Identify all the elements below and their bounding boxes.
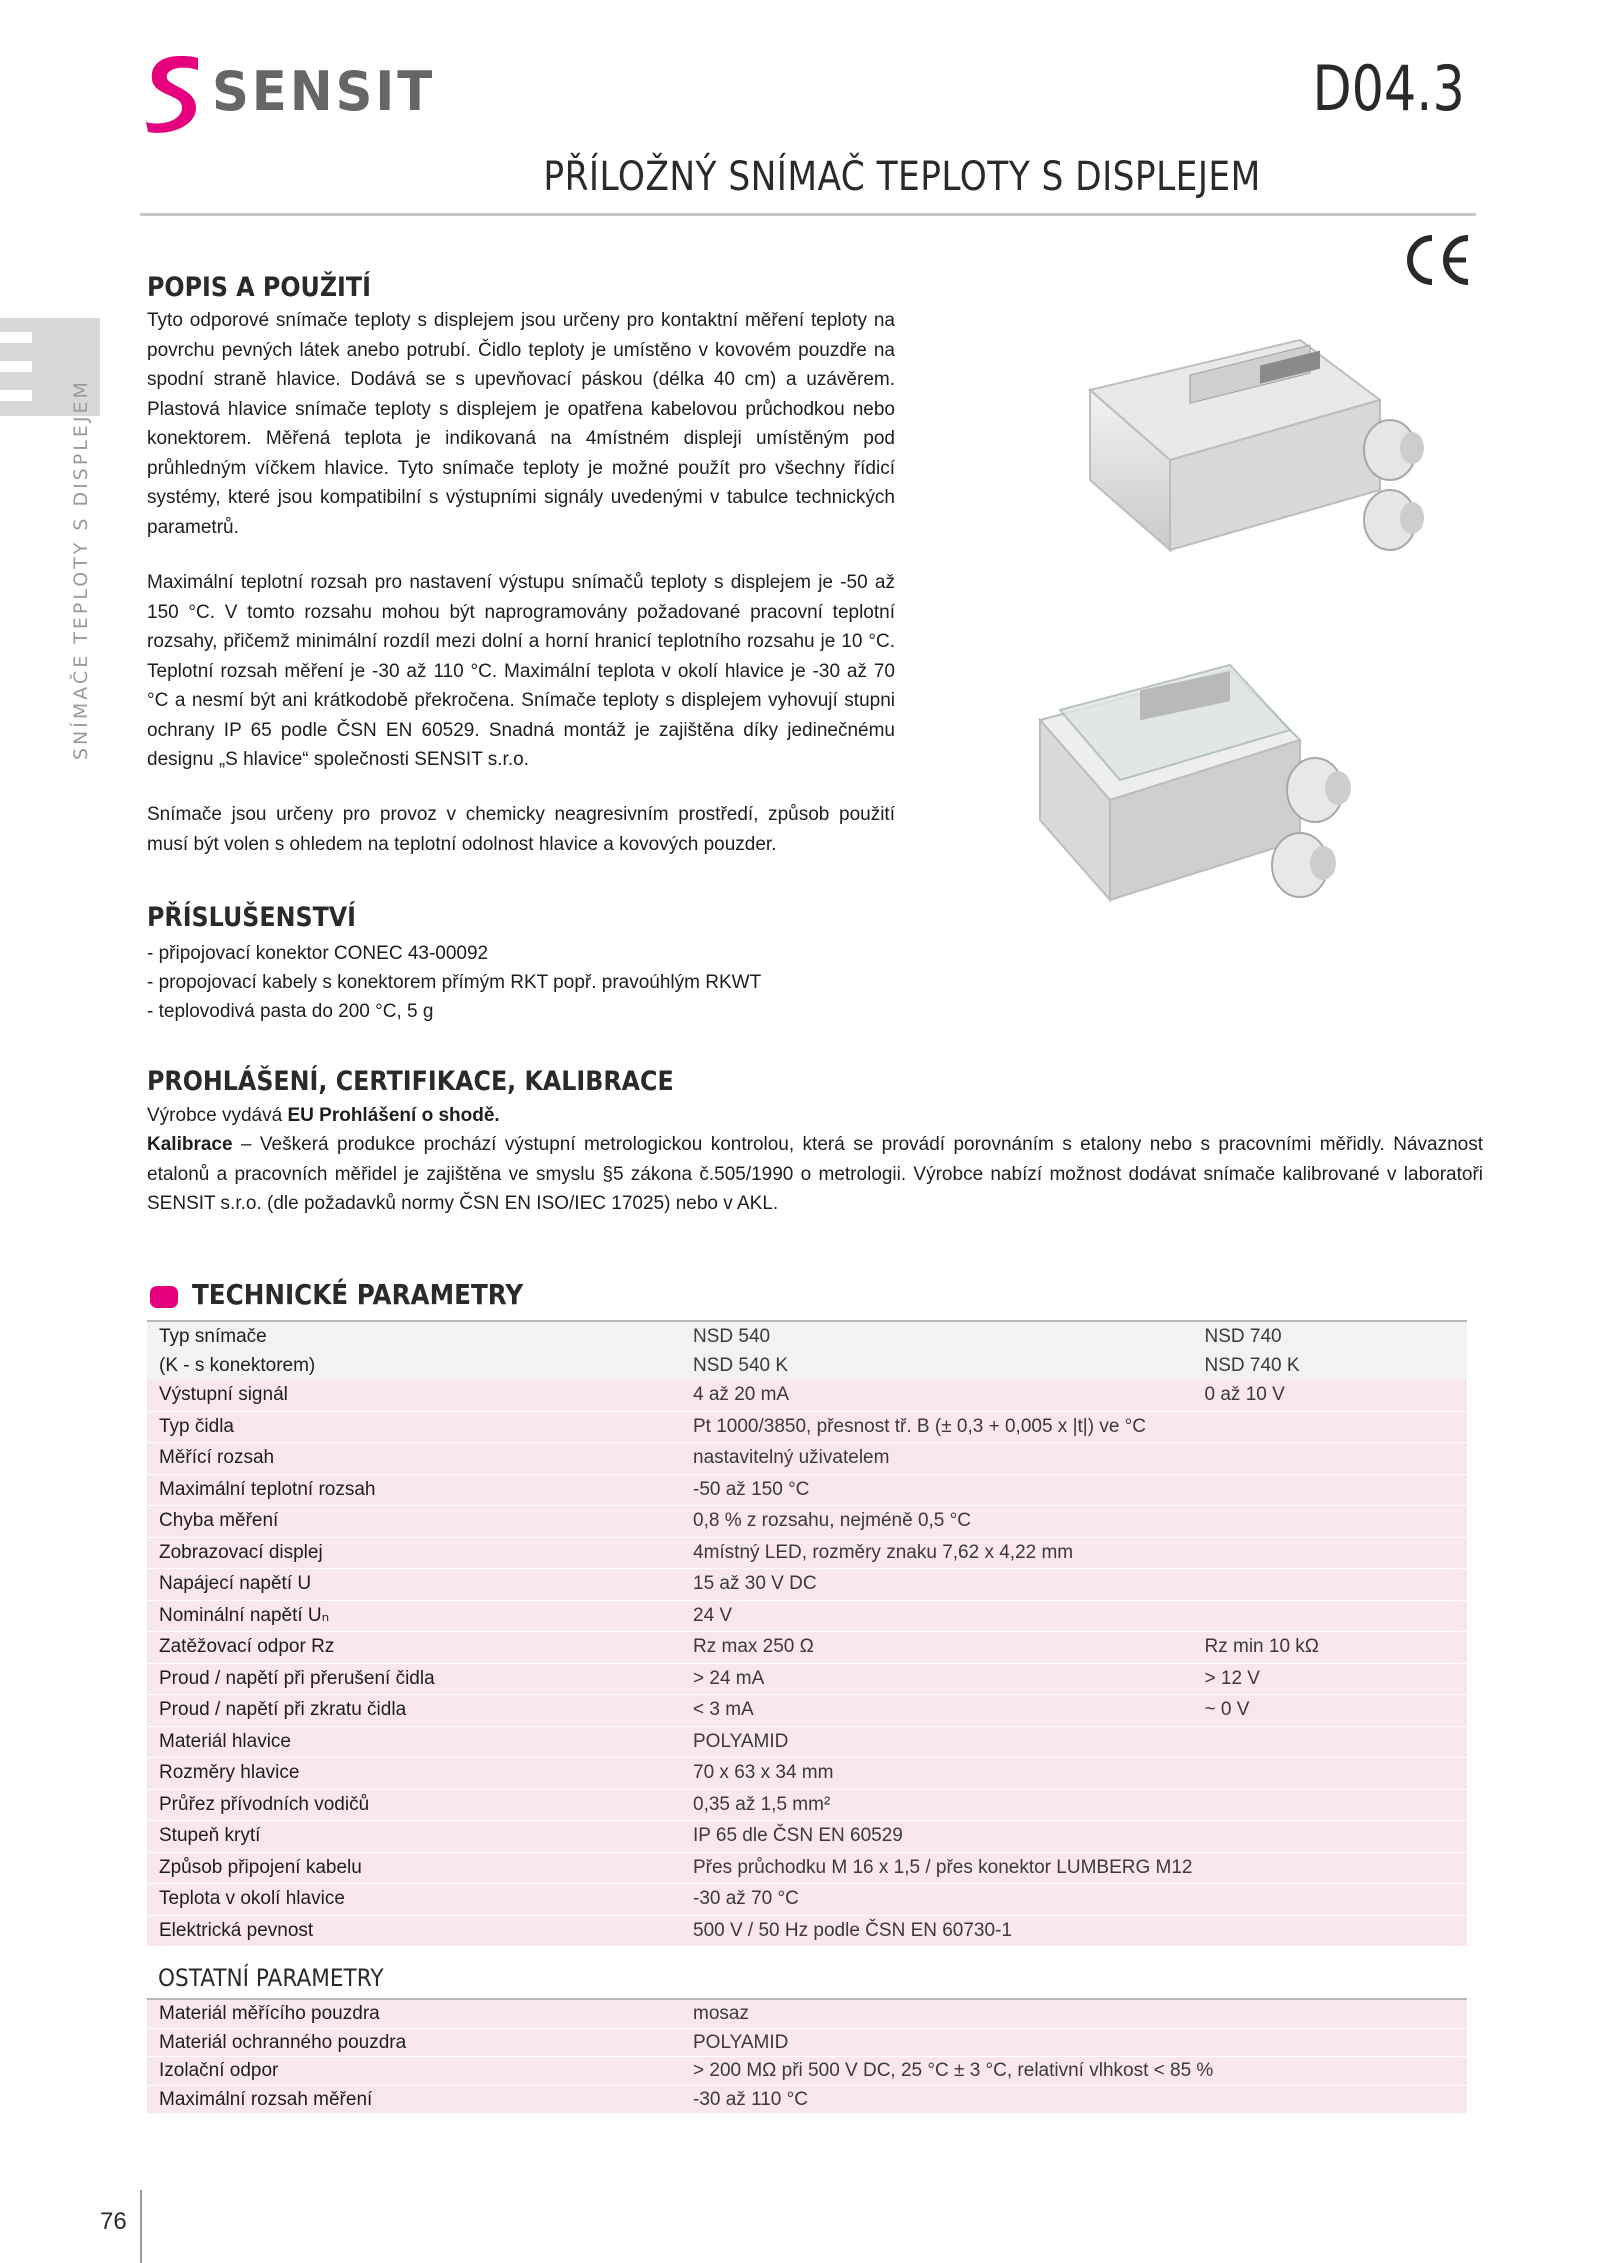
value-nsd740-cell bbox=[1193, 1600, 1468, 1632]
parameter-name-cell: Způsob připojení kabelu bbox=[147, 1852, 681, 1884]
title-divider bbox=[140, 213, 1476, 216]
parameter-name-cell: Výstupní signál bbox=[147, 1380, 681, 1411]
parameter-name-cell: Proud / napětí při přerušení čidla bbox=[147, 1663, 681, 1695]
value-nsd540-cell: -30 až 70 °C bbox=[681, 1884, 1193, 1916]
value-nsd540-cell: 24 V bbox=[681, 1600, 1193, 1632]
value-nsd740-cell: > 12 V bbox=[1193, 1663, 1468, 1695]
value-nsd740-cell bbox=[1193, 1726, 1468, 1758]
value-nsd740-cell bbox=[1193, 1569, 1468, 1601]
value-nsd540-cell: Rz max 250 Ω bbox=[681, 1632, 1193, 1664]
value-nsd540-cell: -50 až 150 °C bbox=[681, 1474, 1193, 1506]
table-row bbox=[147, 1726, 1467, 1758]
sensit-logo-icon bbox=[140, 52, 206, 134]
parameter-name-cell: Stupeň krytí bbox=[147, 1821, 681, 1853]
table-row bbox=[147, 2085, 1467, 2114]
certification-heading: PROHLÁŠENÍ, CERTIFIKACE, KALIBRACE bbox=[147, 1066, 674, 1097]
ce-mark-icon bbox=[1402, 232, 1474, 288]
value-nsd540-cell: 500 V / 50 Hz podle ČSN EN 60730-1 bbox=[681, 1915, 1193, 1947]
declaration-line bbox=[147, 1101, 500, 1131]
value-nsd740-cell bbox=[1193, 1474, 1468, 1506]
parameter-name-cell: Elektrická pevnost bbox=[147, 1915, 681, 1947]
table-row bbox=[147, 1474, 1467, 1506]
description-heading: POPIS A POUŽITÍ bbox=[147, 272, 371, 303]
value-nsd540-cell: Přes průchodku M 16 x 1,5 / přes konektor LUMBERG M12 bbox=[681, 1852, 1193, 1884]
description-paragraph-1: Tyto odporové snímače teploty s displejem jsou určeny pro kontaktní měření teploty na povrchu pevných látek anebo potrubí. Čidlo teploty je umístěno v kovovém pouzdře na spodní straně hlavice. Dodává se s upevňovací páskou (délka 40 cm) a uzávěrem. Plastová hlavice snímače teploty s displejem je opatřena kabelovou průchodkou nebo konektorem. Měřená teplota je indikovaná na 4místném displeji umístěným pod průhledným víčkem hlavice. Tyto snímače teploty je možné použít pro všechny řídicí systémy, které jsou kompatibilní s výstupními signály uvedenými v tabulce technických parametrů. bbox=[147, 310, 895, 538]
value-nsd540-cell: 4místný LED, rozměry znaku 7,62 x 4,22 mm bbox=[681, 1537, 1193, 1569]
other-parameters-title: OSTATNÍ PARAMETRY bbox=[158, 1964, 384, 1992]
table-row bbox=[147, 2000, 1467, 2028]
value-nsd540-cell: 4 až 20 mA bbox=[681, 1380, 1193, 1411]
sensit-logo bbox=[140, 52, 440, 134]
parameter-name-cell: Materiál ochranného pouzdra bbox=[147, 2028, 681, 2057]
value-nsd740-cell: NSD 740 bbox=[1193, 1322, 1468, 1351]
accessories-heading: PŘÍSLUŠENSTVÍ bbox=[147, 902, 357, 933]
page-title: PŘÍLOŽNÝ SNÍMAČ TEPLOTY S DISPLEJEM bbox=[543, 154, 1261, 200]
table-row bbox=[147, 1443, 1467, 1475]
value-nsd740-cell bbox=[1193, 1821, 1468, 1853]
table-row bbox=[147, 1411, 1467, 1443]
description-paragraph-2: Maximální teplotní rozsah pro nastavení výstupu snímačů teploty s displejem je -50 až 150 °C. V tomto rozsahu mohou být naprogramovány požadované pracovní teplotní rozsahy, přičemž minimální rozdíl mezi dolní a horní hranicí teplotního rozsahu je 10 °C. Teplotní rozsah měření je -30 až 110 °C. Maximální teplota v okolí hlavice je -30 až 70 °C a nesmí být ani krátkodobě překročena. Snímače teploty s displejem vyhovují stupni ochrany IP 65 podle ČSN EN 60529. Snadná montáž je zajištěna díky jedinečnému designu „S hlavice“ společnosti SENSIT s.r.o. bbox=[147, 572, 895, 770]
accessory-item: - teplovodivá pasta do 200 °C, 5 g bbox=[147, 1001, 434, 1022]
parameter-name-cell: Průřez přívodních vodičů bbox=[147, 1789, 681, 1821]
parameter-name-cell: Maximální teplotní rozsah bbox=[147, 1474, 681, 1506]
table-row bbox=[147, 1884, 1467, 1916]
parameter-name-cell: Měřící rozsah bbox=[147, 1443, 681, 1475]
product-photo-transparent-lid bbox=[1000, 650, 1420, 940]
calibration-label: Kalibrace bbox=[147, 1134, 233, 1155]
parameter-name-cell: Zobrazovací displej bbox=[147, 1537, 681, 1569]
value-nsd740-cell bbox=[1193, 1411, 1468, 1443]
parameter-name-cell: Izolační odpor bbox=[147, 2057, 681, 2086]
table-row bbox=[147, 1600, 1467, 1632]
document-code: D04.3 bbox=[1312, 52, 1465, 125]
parameter-name-cell: Zatěžovací odpor Rz bbox=[147, 1632, 681, 1664]
value-nsd740-cell bbox=[1193, 1915, 1468, 1947]
table-row bbox=[147, 1322, 1467, 1351]
parameter-name-cell: Maximální rozsah měření bbox=[147, 2085, 681, 2114]
parameter-name-cell: (K - s konektorem) bbox=[147, 1351, 681, 1380]
parameter-value-cell: -30 až 110 °C bbox=[681, 2085, 1467, 2114]
parameter-value-cell: > 200 MΩ při 500 V DC, 25 °C ± 3 °C, relativní vlhkost < 85 % bbox=[681, 2057, 1467, 2086]
value-nsd740-cell bbox=[1193, 1852, 1468, 1884]
side-section-label: SNÍMAČE TEPLOTY S DISPLEJEM bbox=[70, 379, 92, 760]
parameter-name-cell: Materiál měřícího pouzdra bbox=[147, 2000, 681, 2028]
value-nsd740-cell: ~ 0 V bbox=[1193, 1695, 1468, 1727]
table-row bbox=[147, 1663, 1467, 1695]
table-row bbox=[147, 1380, 1467, 1411]
table-row bbox=[147, 1632, 1467, 1664]
value-nsd740-cell bbox=[1193, 1884, 1468, 1916]
parameter-value-cell: mosaz bbox=[681, 2000, 1467, 2028]
value-nsd740-cell bbox=[1193, 1443, 1468, 1475]
table-row bbox=[147, 1537, 1467, 1569]
declaration-prefix: Výrobce vydává bbox=[147, 1105, 288, 1126]
value-nsd740-cell bbox=[1193, 1506, 1468, 1538]
value-nsd540-cell: 70 x 63 x 34 mm bbox=[681, 1758, 1193, 1790]
table-row bbox=[147, 1351, 1467, 1380]
description-paragraph-3: Snímače jsou určeny pro provoz v chemicky neagresivním prostředí, způsob použití musí být volen s ohledem na teplotní odolnost hlavice a kovových pouzder. bbox=[147, 804, 895, 855]
value-nsd740-cell: Rz min 10 kΩ bbox=[1193, 1632, 1468, 1664]
value-nsd540-cell: IP 65 dle ČSN EN 60529 bbox=[681, 1821, 1193, 1853]
accessory-item: - propojovací kabely s konektorem přímým RKT popř. pravoúhlým RKWT bbox=[147, 972, 762, 993]
parameter-name-cell: Typ čidla bbox=[147, 1411, 681, 1443]
table-row bbox=[147, 1789, 1467, 1821]
other-parameters-table bbox=[147, 2000, 1467, 2114]
parameter-value-cell: POLYAMID bbox=[681, 2028, 1467, 2057]
table-row bbox=[147, 1695, 1467, 1727]
parameter-name-cell: Rozměry hlavice bbox=[147, 1758, 681, 1790]
parameter-name-cell: Proud / napětí při zkratu čidla bbox=[147, 1695, 681, 1727]
parameter-name-cell: Chyba měření bbox=[147, 1506, 681, 1538]
value-nsd540-cell: < 3 mA bbox=[681, 1695, 1193, 1727]
technical-parameters-table bbox=[147, 1322, 1467, 1947]
footer-divider bbox=[140, 2190, 142, 2263]
parameter-name-cell: Teplota v okolí hlavice bbox=[147, 1884, 681, 1916]
section-bullet-icon bbox=[150, 1286, 178, 1308]
table-row bbox=[147, 1852, 1467, 1884]
declaration-bold: EU Prohlášení o shodě. bbox=[287, 1105, 500, 1126]
value-nsd540-cell: nastavitelný uživatelem bbox=[681, 1443, 1193, 1475]
value-nsd740-cell bbox=[1193, 1789, 1468, 1821]
value-nsd740-cell: NSD 740 K bbox=[1193, 1351, 1468, 1380]
value-nsd740-cell bbox=[1193, 1758, 1468, 1790]
table-row bbox=[147, 2057, 1467, 2086]
value-nsd540-cell: NSD 540 bbox=[681, 1322, 1193, 1351]
calibration-text: – Veškerá produkce prochází výstupní metrologickou kontrolou, která se provádí porovnáním s etalony nebo s pracovními měřidly. Návaznost etalonů a pracovních měřidel je zajištěna ve smyslu §5 zákona č.505/1990 o metrologii. Výrobce nabízí možnost dodávat snímače kalibrované v laboratoři SENSIT s.r.o. (dle požadavků normy ČSN EN ISO/IEC 17025) nebo v AKL. bbox=[147, 1134, 1483, 1214]
value-nsd540-cell: NSD 540 K bbox=[681, 1351, 1193, 1380]
accessory-item: - připojovací konektor CONEC 43-00092 bbox=[147, 943, 489, 964]
value-nsd540-cell: 0,8 % z rozsahu, nejméně 0,5 °C bbox=[681, 1506, 1193, 1538]
value-nsd540-cell: > 24 mA bbox=[681, 1663, 1193, 1695]
table-row bbox=[147, 1915, 1467, 1947]
table-row bbox=[147, 1569, 1467, 1601]
technical-parameters-title: TECHNICKÉ PARAMETRY bbox=[192, 1278, 524, 1311]
table-row bbox=[147, 1758, 1467, 1790]
brand-name: SENSIT bbox=[212, 60, 436, 123]
parameter-name-cell: Materiál hlavice bbox=[147, 1726, 681, 1758]
value-nsd740-cell: 0 až 10 V bbox=[1193, 1380, 1468, 1411]
value-nsd540-cell: Pt 1000/3850, přesnost tř. B (± 0,3 + 0,005 x |t|) ve °C bbox=[681, 1411, 1193, 1443]
table-row bbox=[147, 1821, 1467, 1853]
table-row bbox=[147, 2028, 1467, 2057]
parameter-name-cell: Typ snímače bbox=[147, 1322, 681, 1351]
parameter-name-cell: Napájecí napětí U bbox=[147, 1569, 681, 1601]
value-nsd540-cell: POLYAMID bbox=[681, 1726, 1193, 1758]
product-photo-closed-lid bbox=[1050, 330, 1450, 595]
parameter-name-cell: Nominální napětí Uₙ bbox=[147, 1600, 681, 1632]
page-number: 76 bbox=[100, 2208, 127, 2235]
table-row bbox=[147, 1506, 1467, 1538]
calibration-paragraph bbox=[147, 1130, 1483, 1219]
value-nsd740-cell bbox=[1193, 1537, 1468, 1569]
value-nsd540-cell: 15 až 30 V DC bbox=[681, 1569, 1193, 1601]
value-nsd540-cell: 0,35 až 1,5 mm² bbox=[681, 1789, 1193, 1821]
